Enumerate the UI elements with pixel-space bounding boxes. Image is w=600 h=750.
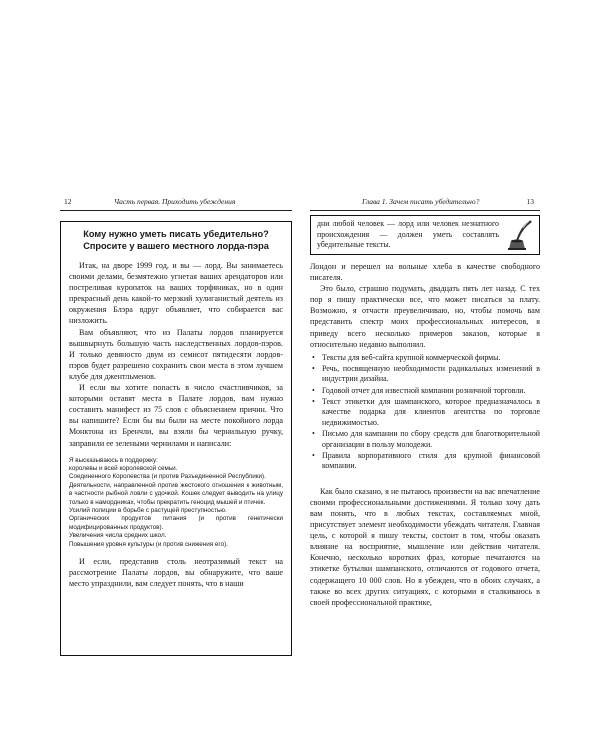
list-item: • Текст этикетки для шампанского, которое предназначалось в качестве подарка для клиентов агентства по торговле недвижимостью. — [322, 397, 540, 429]
right-running-head — [310, 196, 540, 211]
box-title: Кому нужно уметь писать убедительно? Спросите у вашего местного лорда-пэра — [83, 229, 269, 251]
manifesto-line: Органических продуктов питания (и против генетически модифицированных продуктов). — [69, 515, 283, 531]
manifesto-line: Я высказываюсь в поддержку: — [69, 456, 158, 464]
left-page-number: 12 — [64, 197, 72, 206]
manifesto-line: Повышения уровня культуры (и против снижения его). — [69, 540, 228, 548]
box-closing-paragraph: И если, представив столь неотразимый текст на рассмотрение Палаты лордов, вы обнаружите, что ваше место упразднили, вам следует понять, что в наши — [69, 557, 283, 589]
manifesto-line: Усилий полиции в борьбе с растущей преступностью. — [69, 507, 227, 515]
body-paragraph: Это было, страшно подумать, двадцать пять лет назад. С тех пор я пишу практически все, что может писаться за плату. Возможно, я отчасти преувеличиваю, но, чтобы помочь вам представить спектр моих профессиональных интересов, я приведу всего несколько примеров заказов, которые я относительно недавно выполнил. — [310, 284, 540, 349]
list-item: • Годовой отчет для известной компании розничной торговли. — [322, 386, 540, 397]
box-paragraph: Итак, на дворе 1999 год, и вы — лорд. Вы занимаетесь своими делами, безмятежно угнетая ваших арендаторов или постреливая куропаток на ваших торфяниках, но в один прекрасный день какой-то мерзкий хулиганистый деятель из окружения Блэра вдруг объявляет, что собирается вас низложить. — [69, 261, 283, 326]
manifesto-line: Деятельности, направленной против жестокого отношения к животным, в частности рыбной ловли с удочкой. Кошек следует выводить на улицу только в намордниках, чтобы прекратить геноцид мышей и птичек. — [69, 481, 283, 506]
list-item: • Письмо для кампании по сбору средств для благотворительной организации в пользу молодежи. — [322, 429, 540, 450]
right-body-text — [310, 261, 540, 608]
callout-text: дни любой человек — лорд или человек незнатного происхождения — должен уметь составлять убедительные тексты. — [317, 219, 499, 250]
sidebar-box — [60, 221, 292, 656]
manifesto-block — [69, 457, 283, 549]
box-paragraph: Вам объявляют, что из Палаты лордов планируется вышвырнуть большую часть наследственных лордов-пэров. И только девяносто двум из семисот пятидесяти лордов-пэров будет разрешено сохранить свои места в этом лучшем клубе для джентльменов. — [69, 327, 283, 381]
right-running-title: Глава 1. Зачем писать убедительно? — [362, 197, 480, 206]
left-running-head — [60, 196, 292, 211]
left-running-title: Часть первая. Приходить убеждения — [114, 197, 236, 206]
manifesto-line: Соединенного Королевства (и против Разъединенной Республики). — [69, 473, 266, 481]
right-page — [310, 196, 540, 608]
box-paragraph: И если вы хотите попасть в число счастливчиков, за которыми оставят места в Палате лордов, вам нужно составить манифест из 75 слов с объяснением причин. Что вы напишите? Если бы вы были на месте покойного лорда Монктона из Бренчли, вы взяли бы чернильную ручку, заправили ее зелеными чернилами и написали: — [69, 383, 283, 448]
callout-box — [310, 215, 540, 255]
body-paragraph: Лондон и перешел на вольные хлеба в качестве свободного писателя. — [310, 262, 540, 283]
body-paragraph: Как было сказано, я не пытаюсь произвести на вас впечатление своими профессиональными достижениями. Я только хочу дать вам понять, что в любых текстах, составляемых мной, присутствует элемент необходимости убеждать читателя. Главная цель, с которой я пишу тексты, состоит в том, чтобы оказать влияние на восприятие, мышление или действия читателя. Конечно, несколько коротких фраз, которые печатаются на этикетке бутылки шампанского, отличаются от годового отчета, содержащего 10 000 слов. Но я убежден, что в обоих случаях, а также во всех других ситуациях, с которыми я сталкиваюсь в своей профессиональной практике, — [310, 486, 540, 607]
manifesto-line: королевы и всей королевской семьи. — [69, 465, 178, 472]
examples-list — [310, 353, 540, 472]
list-item: • Тексты для веб-сайта крупной коммерческой фирмы. — [322, 353, 540, 364]
list-item: • Речь, посвященную необходимости радикальных изменений в индустрии дизайна. — [322, 364, 540, 385]
right-page-number: 13 — [526, 197, 534, 206]
list-item: • Правила корпоративного стиля для крупной финансовой компании. — [322, 451, 540, 472]
left-page — [60, 196, 292, 656]
quill-inkwell-icon — [505, 219, 535, 251]
manifesto-line: Увеличения числа средних школ. — [69, 532, 167, 540]
